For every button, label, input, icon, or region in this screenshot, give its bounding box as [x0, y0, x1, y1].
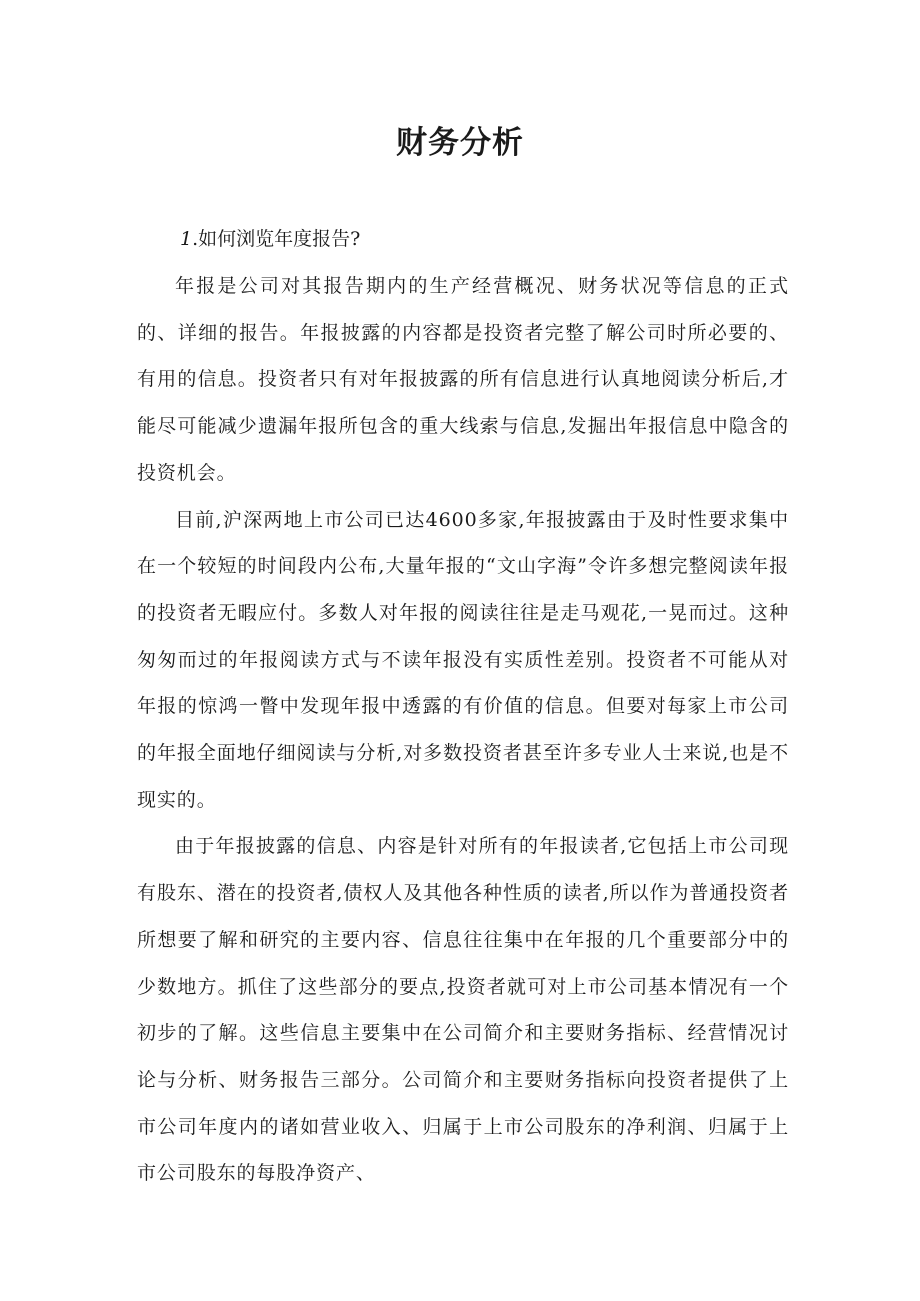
paragraph-annual-report-definition: 年报是公司对其报告期内的生产经营概况、财务状况等信息的正式的、详细的报告。年报披露的内容都是投资者完整了解公司时所必要的、有用的信息。投资者只有对年报披露的所有信息进行认真地阅读分析后,才能尽可能减少遗漏年报所包含的重大线索与信息,发掘出年报信息中隐含的投资机会。 [137, 275, 789, 484]
document-body [137, 263, 789, 1197]
question-text: .如何浏览年度报告? [192, 228, 361, 250]
paragraph-current-situation: 目前,沪深两地上市公司已达4600多家,年报披露由于及时性要求集中在一个较短的时间段内公布,大量年报的“文山字海”令许多想完整阅读年报的投资者无暇应付。多数人对年报的阅读往往是走马观花,一晃而过。这种匆匆而过的年报阅读方式与不读年报没有实质性差别。投资者不可能从对年报的惊鸿一瞥中发现年报中透露的有价值的信息。但要对每家上市公司的年报全面地仔细阅读与分析,对多数投资者甚至许多专业人士来说,也是不现实的。 [137, 508, 789, 811]
paragraph-key-sections: 由于年报披露的信息、内容是针对所有的年报读者,它包括上市公司现有股东、潜在的投资者,债权人及其他各种性质的读者,所以作为普通投资者所想要了解和研究的主要内容、信息往往集中在年报的几个重要部分中的少数地方。抓住了这些部分的要点,投资者就可对上市公司基本情况有一个初步的了解。这些信息主要集中在公司简介和主要财务指标、经营情况讨论与分析、财务报告三部分。公司简介和主要财务指标向投资者提供了上市公司年度内的诸如营业收入、归属于上市公司股东的净利润、归属于上市公司股东的每股净资产、 [137, 835, 789, 1185]
question-number: 1 [180, 228, 193, 250]
document-title: 财务分析 [396, 125, 524, 161]
question-heading [180, 220, 360, 258]
